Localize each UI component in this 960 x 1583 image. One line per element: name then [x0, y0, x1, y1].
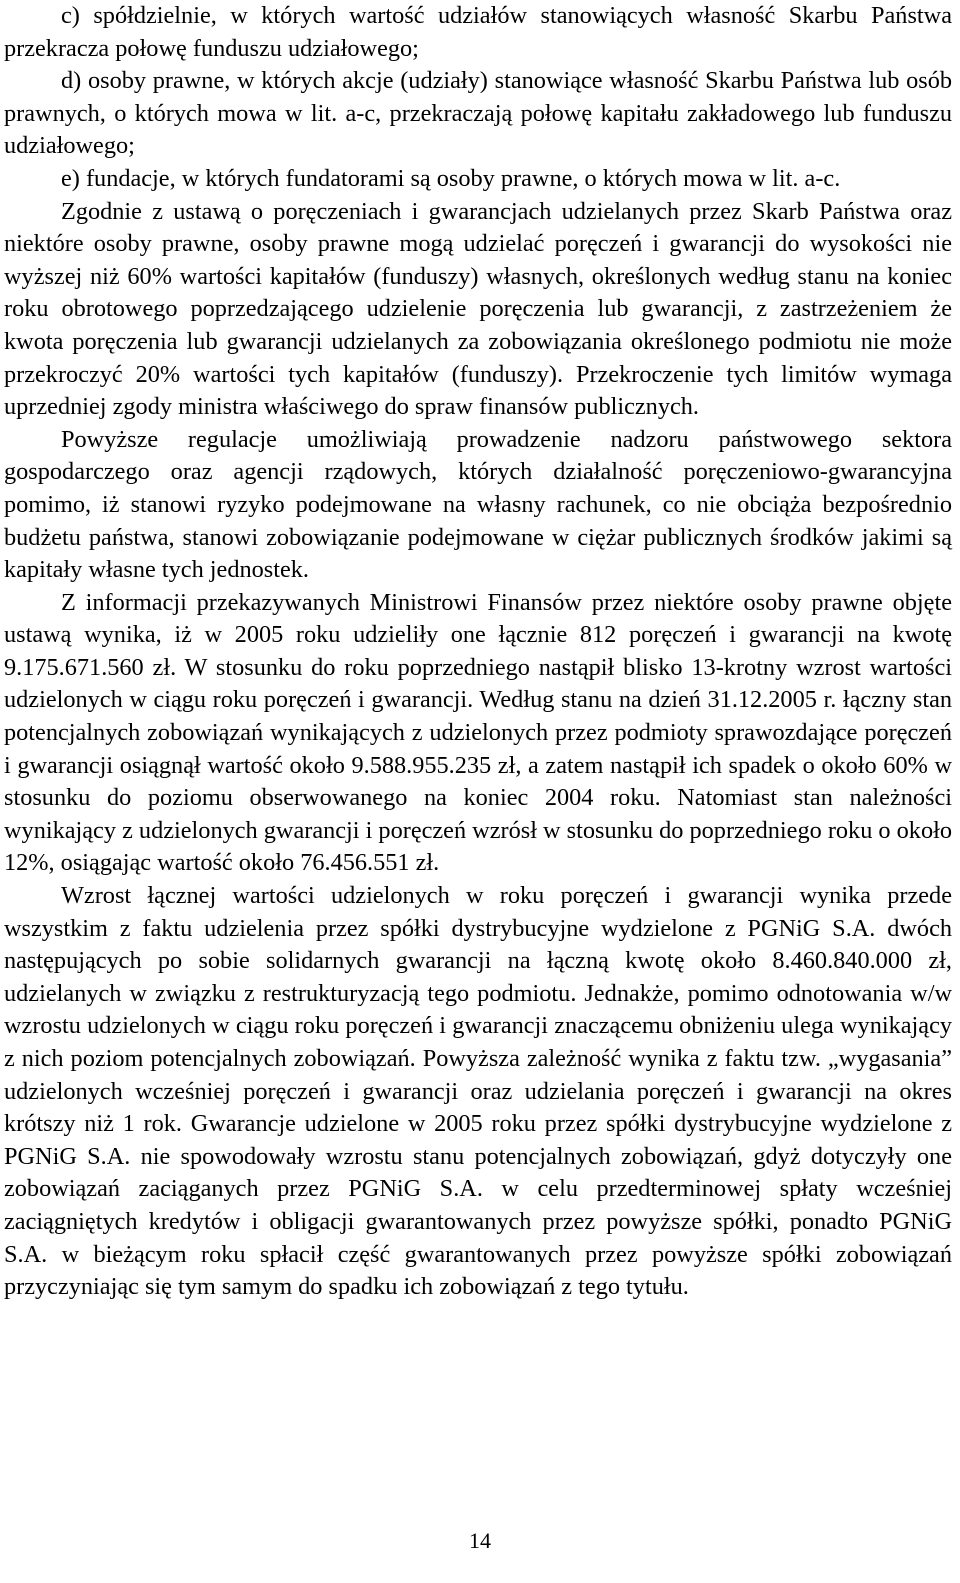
page-number: 14: [469, 1528, 491, 1553]
list-item-e: e) fundacje, w których fundatorami są osoby prawne, o których mowa w lit. a-c.: [61, 164, 841, 192]
paragraph-guarantee-limits: Zgodnie z ustawą o poręczeniach i gwarancjach udzielanych przez Skarb Państwa oraz niektóre osoby prawne, osoby prawne mogą udzielać poręczeń i gwarancji do wysokości nie wyższej niż 60% wartości kapitałów (funduszy) własnych, określonych według stanu na koniec roku obrotowego poprzedzającego udzielenie poręczenia lub gwarancji, z zastrzeżeniem że kwota poręczenia lub gwarancji udzielanych za zobowiązania określonego podmiotu nie może przekroczyć 20% wartości tych kapitałów (funduszy). Przekroczenie tych limitów wymaga uprzedniej zgody ministra właściwego do spraw finansów publicznych.: [4, 197, 952, 421]
paragraph-pgnig-guarantees: Wzrost łącznej wartości udzielonych w roku poręczeń i gwarancji wynika przede wszystkim z faktu udzielenia przez spółki dystrybucyjne wydzielone z PGNiG S.A. dwóch następujących po sobie solidarnych gwarancji na łączną kwotę około 8.460.840.000 zł, udzielanych w związku z restrukturyzacją tego podmiotu. Jednakże, pomimo odnotowania w/w wzrostu udzielonych w ciągu roku poręczeń i gwarancji znaczącemu obniżeniu ulega wynikający z nich poziom potencjalnych zobowiązań. Powyższa zależność wynika z faktu tzw. „wygasania” udzielonych wcześniej poręczeń i gwarancji oraz udzielania poręczeń i gwarancji na okres krótszy niż 1 rok. Gwarancje udzielone w 2005 roku przez spółki dystrybucyjne wydzielone z PGNiG S.A. nie spowodowały wzrostu stanu potencjalnych zobowiązań, gdyż dotyczyły one zobowiązań zaciąganych przez PGNiG S.A. w celu przedterminowej spłaty wcześniej zaciągniętych kredytów i obligacji gwarantowanych przez powyższe spółki, ponadto PGNiG S.A. w bieżącym roku spłacił część gwarantowanych przez powyższe spółki zobowiązań przyczyniając się tym samym do spadku ich zobowiązań z tego tytułu.: [4, 882, 952, 1301]
list-item-d: d) osoby prawne, w których akcje (udziały) stanowiące własność Skarbu Państwa lub osób prawnych, o których mowa w lit. a-c, przekraczają połowę kapitału zakładowego lub funduszu udziałowego;: [4, 67, 952, 160]
paragraph-2005-statistics: Z informacji przekazywanych Ministrowi Finansów przez niektóre osoby prawne objęte ustawą wynika, iż w 2005 roku udzieliły one łącznie 812 poręczeń i gwarancji na kwotę 9.175.671.560 zł. W stosunku do roku poprzedniego nastąpił blisko 13-krotny wzrost wartości udzielonych w ciągu roku poręczeń i gwarancji. Według stanu na dzień 31.12.2005 r. łączny stan potencjalnych zobowiązań wynikających z udzielonych przez podmioty sprawozdające poręczeń i gwarancji osiągnął wartość około 9.588.955.235 zł, a zatem nastąpił ich spadek o około 60% w stosunku do poziomu obserwowanego na koniec 2004 roku. Natomiast stan należności wynikający z udzielonych gwarancji i poręczeń wzrósł w stosunku do poprzedniego roku o około 12%, osiągając wartość około 76.456.551 zł.: [4, 588, 952, 877]
document-page: [4, 0, 952, 1304]
list-item-c: c) spółdzielnie, w których wartość udziałów stanowiących własność Skarbu Państwa przekracza połowę funduszu udziałowego;: [4, 2, 952, 62]
paragraph-supervision: Powyższe regulacje umożliwiają prowadzenie nadzoru państwowego sektora gospodarczego oraz agencji rządowych, których działalność poręczeniowo-gwarancyjna pomimo, iż stanowi ryzyko podejmowane na własny rachunek, co nie obciąża bezpośrednio budżetu państwa, stanowi zobowiązanie podejmowane w ciężar publicznych środków jakimi są kapitały własne tych jednostek.: [4, 425, 952, 584]
